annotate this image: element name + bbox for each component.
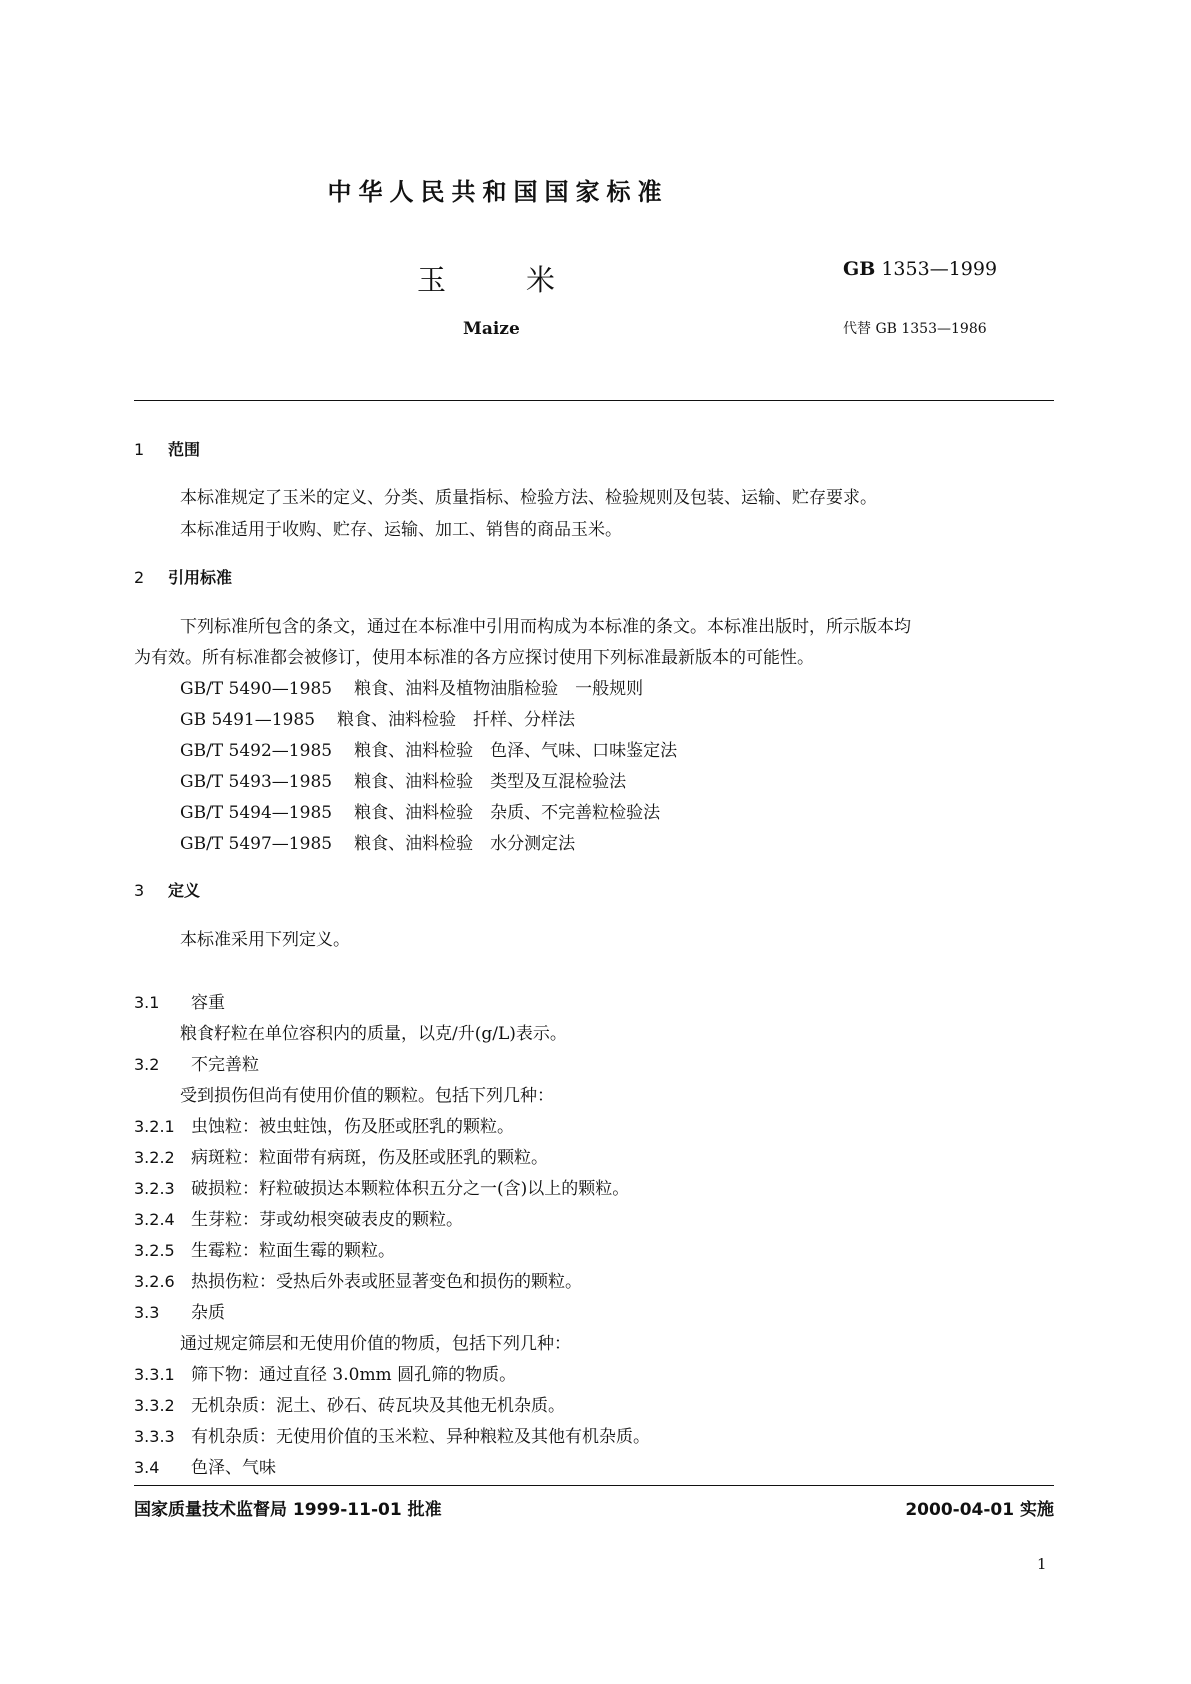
footer-divider [134,1485,1054,1486]
clause-number: 3.4 [134,1458,160,1477]
clause-text: 筛下物：通过直径 3.0mm 圆孔筛的物质。 [191,1365,517,1385]
section-heading-2 [134,565,232,588]
replaces-standard: 代替 GB 1353—1986 [843,321,987,337]
reference-title: 粮食、油料检验 类型及互混检验法 [354,772,627,792]
section-number: 3 [134,881,145,900]
clause-number: 3.3.3 [134,1427,175,1446]
clause-number: 3.2 [134,1055,160,1074]
national-standard-title: 中华人民共和国国家标准 [327,178,669,206]
clause-3-2-5 [134,1236,395,1261]
paragraph: 本标准适用于收购、贮存、运输、加工、销售的商品玉米。 [180,520,622,540]
reference-code: GB/T 5494—1985 [180,803,333,823]
paragraph-continuation: 为有效。所有标准都会被修订，使用本标准的各方应探讨使用下列标准最新版本的可能性。 [134,648,814,668]
clause-number: 3.2.1 [134,1117,175,1136]
reference-title: 粮食、油料及植物油脂检验 一般规则 [354,679,644,699]
reference-title: 粮食、油料检验 水分测定法 [354,834,576,854]
paragraph: 本标准采用下列定义。 [180,930,350,950]
clause-text: 有机杂质：无使用价值的玉米粒、异种粮粒及其他有机杂质。 [191,1427,650,1447]
clause-text: 热损伤粒：受热后外表或胚显著变色和损伤的颗粒。 [191,1272,582,1292]
clause-title: 色泽、气味 [191,1458,276,1478]
clause-title: 容重 [191,993,225,1013]
section-number: 2 [134,568,145,587]
reference-code: GB/T 5490—1985 [180,679,333,699]
clause-number: 3.3.1 [134,1365,175,1384]
reference-code: GB/T 5493—1985 [180,772,333,792]
document-title-zh: 玉米 [417,263,636,297]
clause-3-3-2 [134,1391,565,1416]
reference-item [180,674,643,699]
approval-statement: 国家质量技术监督局 1999-11-01 批准 [134,1500,442,1520]
clause-number: 3.1 [134,993,160,1012]
standard-number [843,258,997,280]
clause-number: 3.3.2 [134,1396,175,1415]
reference-item [180,736,677,761]
clause-3-2-6 [134,1267,582,1292]
clause-number: 3.2.4 [134,1210,175,1229]
clause-number: 3.3 [134,1303,160,1322]
reference-code: GB/T 5497—1985 [180,834,333,854]
clause-text: 通过规定筛层和无使用价值的物质，包括下列几种： [180,1334,571,1354]
clause-text: 生霉粒：粒面生霉的颗粒。 [191,1241,395,1261]
section-number: 1 [134,440,145,459]
standard-code: 1353—1999 [881,258,998,280]
clause-number: 3.2.6 [134,1272,175,1291]
reference-item [180,767,626,792]
clause-number: 3.2.2 [134,1148,175,1167]
clause-title: 不完善粒 [191,1055,259,1075]
clause-title: 杂质 [191,1303,225,1323]
standard-prefix: GB [843,258,876,280]
clause-text: 病斑粒：粒面带有病斑，伤及胚或胚乳的颗粒。 [191,1148,548,1168]
reference-item [180,829,575,854]
page-number: 1 [1037,1555,1047,1573]
section-title: 引用标准 [168,568,233,587]
paragraph: 本标准规定了玉米的定义、分类、质量指标、检验方法、检验规则及包装、运输、贮存要求。 [180,488,877,508]
clause-text: 受到损伤但尚有使用价值的颗粒。包括下列几种： [180,1086,554,1106]
clause-3-1 [134,988,225,1013]
clause-text: 破损粒：籽粒破损达本颗粒体积五分之一(含)以上的颗粒。 [191,1179,630,1199]
clause-3-2-4 [134,1205,463,1230]
reference-item [180,705,575,730]
clause-text: 粮食籽粒在单位容积内的质量，以克/升(g/L)表示。 [180,1024,567,1044]
clause-text: 无机杂质：泥土、砂石、砖瓦块及其他无机杂质。 [191,1396,565,1416]
reference-title: 粮食、油料检验 色泽、气味、口味鉴定法 [354,741,678,761]
clause-3-3-3 [134,1422,650,1447]
clause-3-4 [134,1453,276,1478]
reference-item [180,798,660,823]
clause-3-2-1 [134,1112,514,1137]
clause-3-2-2 [134,1143,548,1168]
document-title-en: Maize [463,319,520,339]
clause-3-2 [134,1050,259,1075]
section-title: 范围 [168,440,201,459]
clause-3-3-1 [134,1360,516,1385]
section-heading-1 [134,437,200,460]
clause-number: 3.2.3 [134,1179,175,1198]
reference-code: GB/T 5492—1985 [180,741,333,761]
header-divider [134,400,1054,401]
reference-code: GB 5491—1985 [180,710,316,730]
clause-3-2-3 [134,1174,629,1199]
effective-date: 2000-04-01 实施 [905,1500,1054,1520]
paragraph: 下列标准所包含的条文，通过在本标准中引用而构成为本标准的条文。本标准出版时，所示版本均 [180,617,911,637]
clause-text: 虫蚀粒：被虫蛀蚀，伤及胚或胚乳的颗粒。 [191,1117,514,1137]
clause-3-3 [134,1298,225,1323]
clause-text: 生芽粒：芽或幼根突破表皮的颗粒。 [191,1210,463,1230]
reference-title: 粮食、油料检验 杂质、不完善粒检验法 [354,803,661,823]
reference-title: 粮食、油料检验 扦样、分样法 [337,710,576,730]
section-heading-3 [134,878,200,901]
section-title: 定义 [168,881,201,900]
clause-number: 3.2.5 [134,1241,175,1260]
